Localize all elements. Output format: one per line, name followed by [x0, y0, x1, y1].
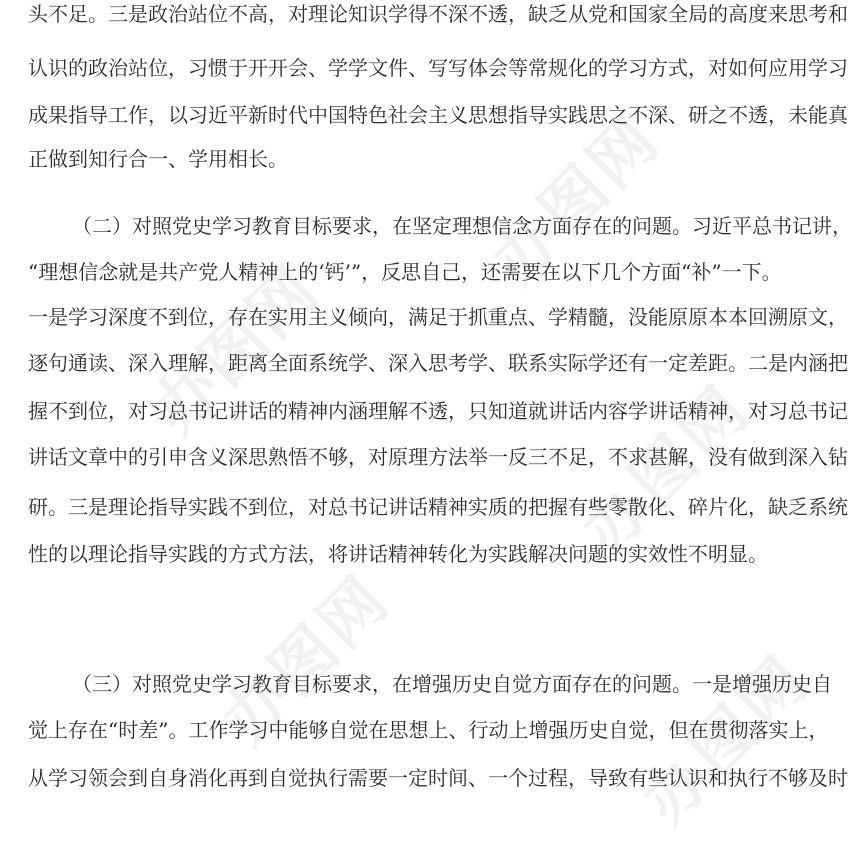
text-line: 头不足。三是政治站位不高，对理论知识学得不深不透，缺乏从党和国家全局的高度来思考和 — [28, 2, 848, 26]
text-line: 握不到位，对习总书记讲话的精神内涵理解不透，只知道就讲话内容学讲话精神，对习总书记 — [28, 399, 848, 423]
text-line: 正做到知行合一、学用相长。 — [28, 147, 288, 171]
text-line: 认识的政治站位，习惯于开开会、学学文件、写写体会等常规化的学习方式，对如何应用学习 — [28, 56, 848, 80]
watermark: 办图网 — [567, 371, 765, 569]
text-line: 讲话文章中的引申含义深思熟悟不够，对原理方法举一反三不足，不求甚解，没有做到深入钻 — [28, 445, 848, 469]
text-line: （三）对照党史学习教育目标要求，在增强历史自觉方面存在的问题。一是增强历史自 — [72, 672, 832, 696]
text-line: 一是学习深度不到位，存在实用主义倾向，满足于抓重点、学精髓，没能原原本本回溯原文， — [28, 305, 848, 329]
watermark: 办图网 — [137, 251, 335, 449]
text-line: 成果指导工作，以习近平新时代中国特色社会主义思想指导实践思之不深、研之不透，未能真 — [28, 103, 848, 127]
text-line: 逐句通读、深入理解，距离全面系统学、深入思考学、联系实际学还有一定差距。二是内涵把 — [28, 351, 848, 375]
text-line: 性的以理论指导实践的方式方法，将讲话精神转化为实践解决问题的实效性不明显。 — [28, 542, 768, 566]
text-line: 研。三是理论指导实践不到位，对总书记讲话精神实质的把握有些零散化、碎片化，缺乏系统 — [28, 495, 848, 519]
watermark: 办图网 — [207, 561, 405, 759]
watermark: 办图网 — [477, 101, 675, 299]
text-line: 从学习领会到自身消化再到自觉执行需要一定时间、一个过程，导致有些认识和执行不够及时 — [28, 766, 848, 790]
text-line: “理想信念就是共产党人精神上的‘钙’”，反思自己，还需要在以下几个方面“补”一下。 — [28, 260, 782, 284]
text-line: 觉上存在“时差”。工作学习中能够自觉在思想上、行动上增强历史自觉，但在贯彻落实上， — [28, 718, 829, 742]
watermark: 办图网 — [627, 641, 825, 839]
text-line: （二）对照党史学习教育目标要求，在坚定理想信念方面存在的问题。习近平总书记讲， — [72, 214, 852, 238]
